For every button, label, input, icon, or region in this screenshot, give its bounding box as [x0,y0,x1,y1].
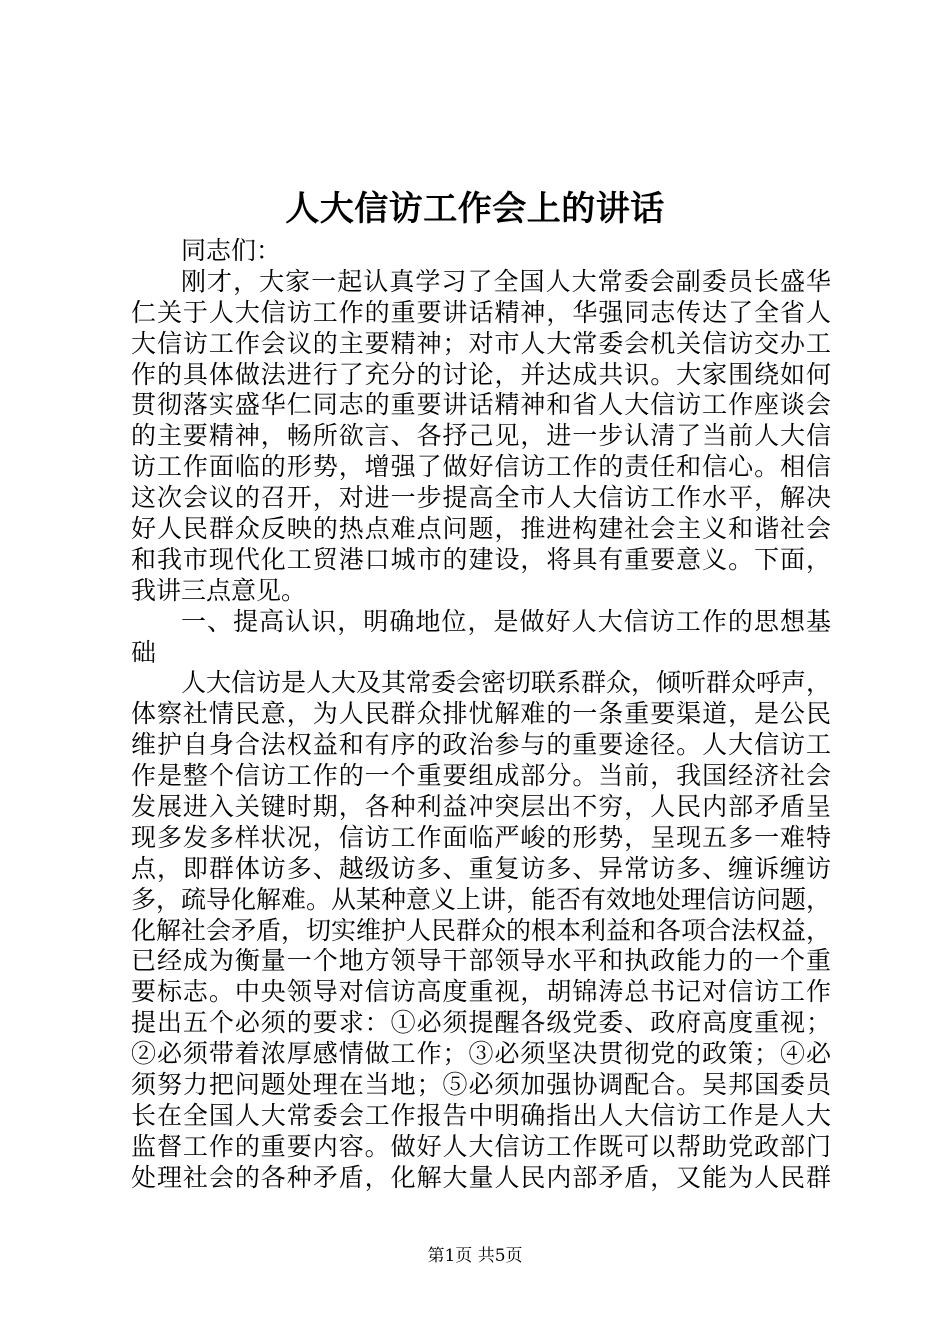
text-line: 现多发多样状况，信访工作面临严峻的形势，呈现五多一难特 [131,822,831,852]
page-footer: 第1页 共5页 [427,1246,523,1266]
text-line: ②必须带着浓厚感情做工作；③必须坚决贯彻党的政策；④必 [131,1039,831,1069]
text-line: 已经成为衡量一个地方领导干部领导水平和执政能力的一个重 [131,946,831,976]
document-body [131,236,831,1194]
text-line: 础 [131,637,157,667]
text-line: 须努力把问题处理在当地；⑤必须加强协调配合。吴邦国委员 [131,1070,831,1100]
text-line: 好人民群众反映的热点难点问题，推进构建社会主义和谐社会 [131,514,831,544]
text-line: 这次会议的召开，对进一步提高全市人大信访工作水平，解决 [131,483,831,513]
text-line: 大信访工作会议的主要精神；对市人大常委会机关信访交办工 [131,328,831,358]
text-line: 体察社情民意，为人民群众排忧解难的一条重要渠道，是公民 [131,699,831,729]
text-line: 处理社会的各种矛盾，化解大量人民内部矛盾，又能为人民群 [131,1162,831,1192]
text-line: 发展进入关键时期，各种利益冲突层出不穷，人民内部矛盾呈 [131,792,831,822]
text-line: 人大信访是人大及其常委会密切联系群众，倾听群众呼声， [181,668,832,698]
text-line: 作是整个信访工作的一个重要组成部分。当前，我国经济社会 [131,761,831,791]
text-line: 和我市现代化工贸港口城市的建设，将具有重要意义。下面， [131,544,831,574]
text-line: 监督工作的重要内容。做好人大信访工作既可以帮助党政部门 [131,1131,831,1161]
text-line: 我讲三点意见。 [131,575,307,605]
text-line: 贯彻落实盛华仁同志的重要讲话精神和省人大信访工作座谈会 [131,390,831,420]
text-line: 一、提高认识，明确地位，是做好人大信访工作的思想基 [181,606,831,636]
text-line: 点，即群体访多、越级访多、重复访多、异常访多、缠诉缠访 [131,853,831,883]
text-line: 提出五个必须的要求：①必须提醒各级党委、政府高度重视； [131,1008,831,1038]
text-line: 化解社会矛盾，切实维护人民群众的根本利益和各项合法权益， [131,915,832,945]
text-line: 作的具体做法进行了充分的讨论，并达成共识。大家围绕如何 [131,359,831,389]
text-line: 访工作面临的形势，增强了做好信访工作的责任和信心。相信 [131,452,831,482]
text-line: 长在全国人大常委会工作报告中明确指出人大信访工作是人大 [131,1100,831,1130]
text-line: 仁关于人大信访工作的重要讲话精神，华强同志传达了全省人 [131,297,831,327]
text-line: 刚才，大家一起认真学习了全国人大常委会副委员长盛华 [181,266,831,296]
text-line: 要标志。中央领导对信访高度重视，胡锦涛总书记对信访工作 [131,977,831,1007]
text-line: 维护自身合法权益和有序的政治参与的重要途径。人大信访工 [131,730,831,760]
text-line: 同志们： [181,236,282,265]
document-title: 人大信访工作会上的讲话 [285,189,665,229]
text-line: 的主要精神，畅所欲言、各抒己见，进一步认清了当前人大信 [131,421,831,451]
text-line: 多，疏导化解难。从某种意义上讲，能否有效地处理信访问题， [131,884,832,914]
